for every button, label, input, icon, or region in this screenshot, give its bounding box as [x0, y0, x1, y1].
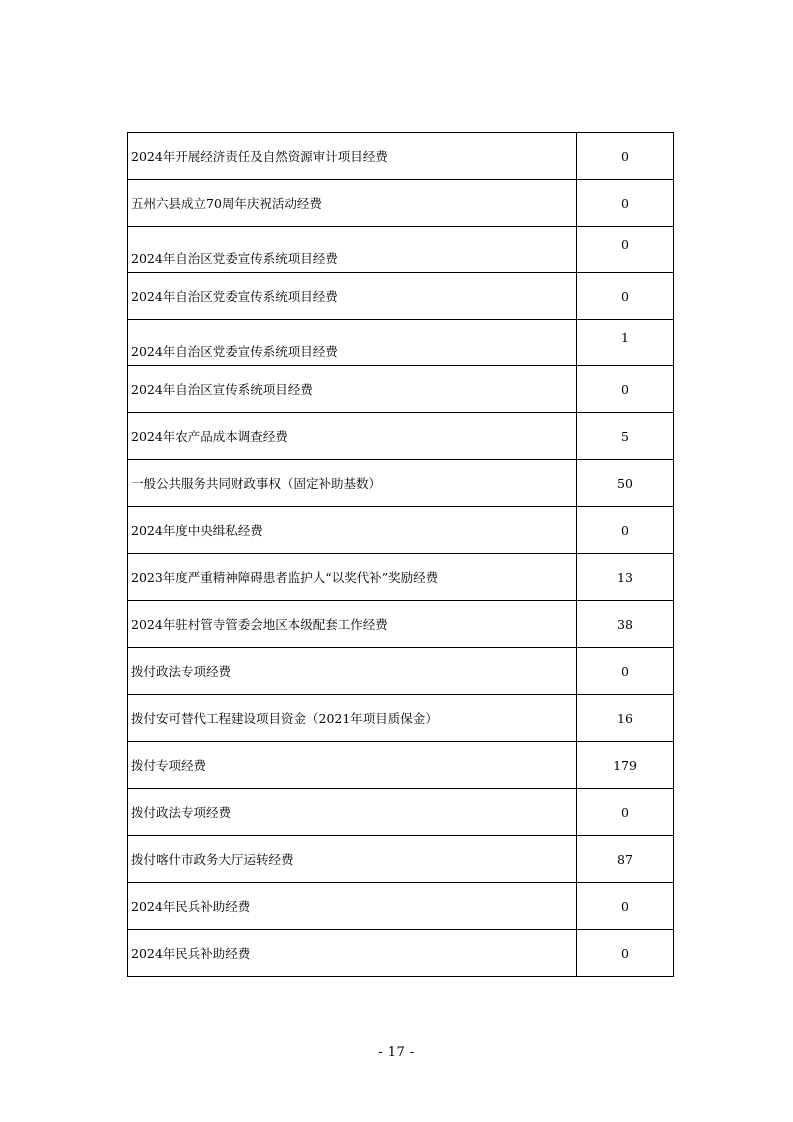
item-name: 拨付政法专项经费: [128, 648, 577, 695]
funds-table: [127, 132, 674, 977]
item-name: 2024年民兵补助经费: [128, 930, 577, 977]
table-row: [128, 554, 674, 601]
table-row: [128, 460, 674, 507]
item-name: 拨付安可替代工程建设项目资金（2021年项目质保金）: [128, 695, 577, 742]
table-row: [128, 366, 674, 413]
item-name: 五州六县成立70周年庆祝活动经费: [128, 180, 577, 227]
item-name: 一般公共服务共同财政事权（固定补助基数）: [128, 460, 577, 507]
item-name: 2024年驻村管寺管委会地区本级配套工作经费: [128, 601, 577, 648]
table-row: [128, 601, 674, 648]
table-row: [128, 273, 674, 320]
table-row: [128, 789, 674, 836]
item-name: 2024年自治区宣传系统项目经费: [128, 366, 577, 413]
table-row: [128, 133, 674, 180]
item-value: 0: [577, 648, 674, 695]
item-name: 2024年农产品成本调查经费: [128, 413, 577, 460]
item-name: 2024年自治区党委宣传系统项目经费: [128, 227, 577, 273]
item-value: 0: [577, 227, 674, 273]
item-value: 0: [577, 507, 674, 554]
table-row: [128, 883, 674, 930]
item-name: 2024年民兵补助经费: [128, 883, 577, 930]
item-value: 0: [577, 273, 674, 320]
page-number: - 17 -: [378, 1045, 415, 1060]
table-row: [128, 648, 674, 695]
item-value: 50: [577, 460, 674, 507]
item-value: 0: [577, 366, 674, 413]
table-row: [128, 742, 674, 789]
table-row: [128, 320, 674, 366]
table-row: [128, 180, 674, 227]
item-name: 拨付政法专项经费: [128, 789, 577, 836]
item-name: 拨付专项经费: [128, 742, 577, 789]
table-row: [128, 930, 674, 977]
table-row: [128, 695, 674, 742]
item-value: 0: [577, 930, 674, 977]
table-row: [128, 413, 674, 460]
item-value: 1: [577, 320, 674, 366]
table-row: [128, 836, 674, 883]
item-name: 2024年开展经济责任及自然资源审计项目经费: [128, 133, 577, 180]
item-value: 87: [577, 836, 674, 883]
item-value: 0: [577, 883, 674, 930]
item-value: 0: [577, 180, 674, 227]
item-value: 5: [577, 413, 674, 460]
item-value: 0: [577, 789, 674, 836]
item-value: 38: [577, 601, 674, 648]
item-value: 179: [577, 742, 674, 789]
item-name: 2024年自治区党委宣传系统项目经费: [128, 273, 577, 320]
table-row: [128, 227, 674, 273]
item-value: 16: [577, 695, 674, 742]
table-row: [128, 507, 674, 554]
item-value: 13: [577, 554, 674, 601]
item-value: 0: [577, 133, 674, 180]
item-name: 拨付喀什市政务大厅运转经费: [128, 836, 577, 883]
item-name: 2023年度严重精神障碍患者监护人“以奖代补”奖励经费: [128, 554, 577, 601]
item-name: 2024年度中央缉私经费: [128, 507, 577, 554]
item-name: 2024年自治区党委宣传系统项目经费: [128, 320, 577, 366]
